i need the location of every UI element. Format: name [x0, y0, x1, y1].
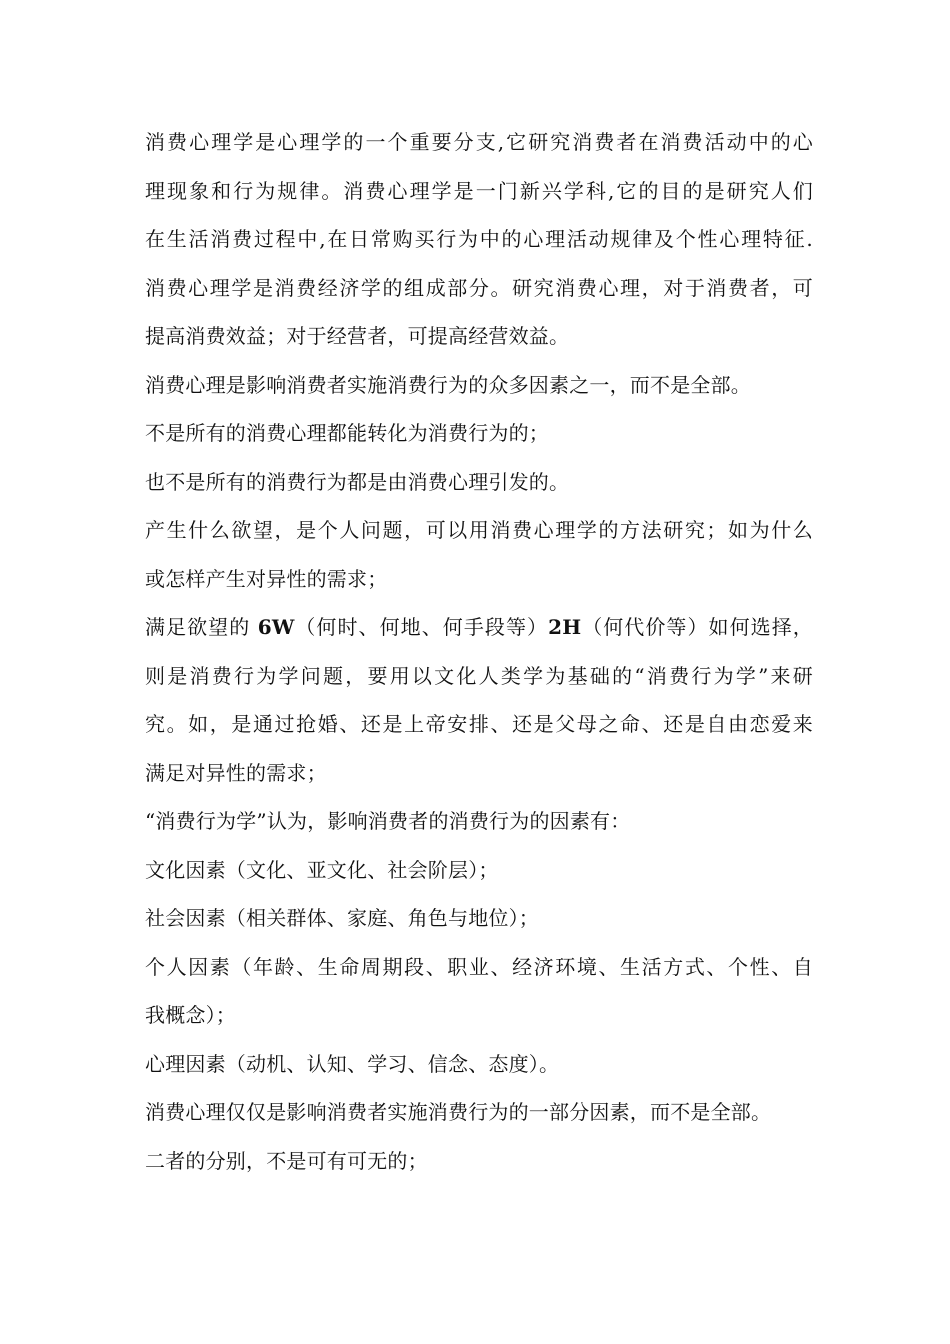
text-line: 提高消费效益；对于经营者，可提高经营效益。 — [145, 324, 570, 348]
text-line: 心理因素（动机、认知、学习、信念、态度）。 — [145, 1051, 560, 1076]
text-segment: （何时、何地、何手段等） — [294, 615, 549, 639]
text-line: 个人因素（年龄、生命周期段、职业、经济环境、生活方式、个性、自 — [145, 954, 813, 979]
bold-text-segment: 6W — [257, 615, 295, 639]
text-line: 则是消费行为学问题，要用以文化人类学为基础的“消费行为学”来研 — [145, 663, 813, 688]
text-line: 产生什么欲望，是个人问题，可以用消费心理学的方法研究；如为什么 — [145, 518, 813, 542]
text-line: 理现象和行为规律。消费心理学是一门新兴学科,它的目的是研究人们 — [145, 178, 813, 203]
text-line: 满足对异性的需求； — [145, 760, 327, 785]
text-line: 文化因素（文化、亚文化、社会阶层）； — [145, 857, 499, 882]
text-line: 我概念）； — [145, 1003, 236, 1027]
text-line: 究。如，是通过抢婚、还是上帝安排、还是父母之命、还是自由恋爱来 — [145, 712, 813, 736]
text-line: 消费心理是影响消费者实施消费行为的众多因素之一，而不是全部。 — [145, 372, 751, 397]
text-line: 在生活消费过程中,在日常购买行为中的心理活动规律及个性心理特征. — [145, 227, 813, 251]
text-line: 二者的分别，不是可有可无的； — [145, 1148, 428, 1173]
text-line: 消费心理学是心理学的一个重要分支,它研究消费者在消费活动中的心 — [145, 130, 813, 154]
bold-text-segment: 2H — [548, 615, 582, 639]
text-line: 或怎样产生对异性的需求； — [145, 566, 388, 591]
text-line: 消费心理仅仅是影响消费者实施消费行为的一部分因素，而不是全部。 — [145, 1100, 772, 1124]
text-line — [145, 603, 813, 652]
text-line: 也不是所有的消费行为都是由消费心理引发的。 — [145, 469, 570, 494]
document-body — [145, 118, 813, 1185]
text-line: 消费心理学是消费经济学的组成部分。研究消费心理，对于消费者，可 — [145, 275, 813, 300]
text-segment: 满足欲望的 — [145, 615, 258, 639]
text-line: 不是所有的消费心理都能转化为消费行为的； — [145, 421, 549, 445]
text-line: 社会因素（相关群体、家庭、角色与地位）； — [145, 906, 539, 930]
text-segment: （何代价等）如何选择， — [581, 615, 813, 639]
text-line: “消费行为学”认为，影响消费者的消费行为的因素有： — [145, 809, 631, 833]
